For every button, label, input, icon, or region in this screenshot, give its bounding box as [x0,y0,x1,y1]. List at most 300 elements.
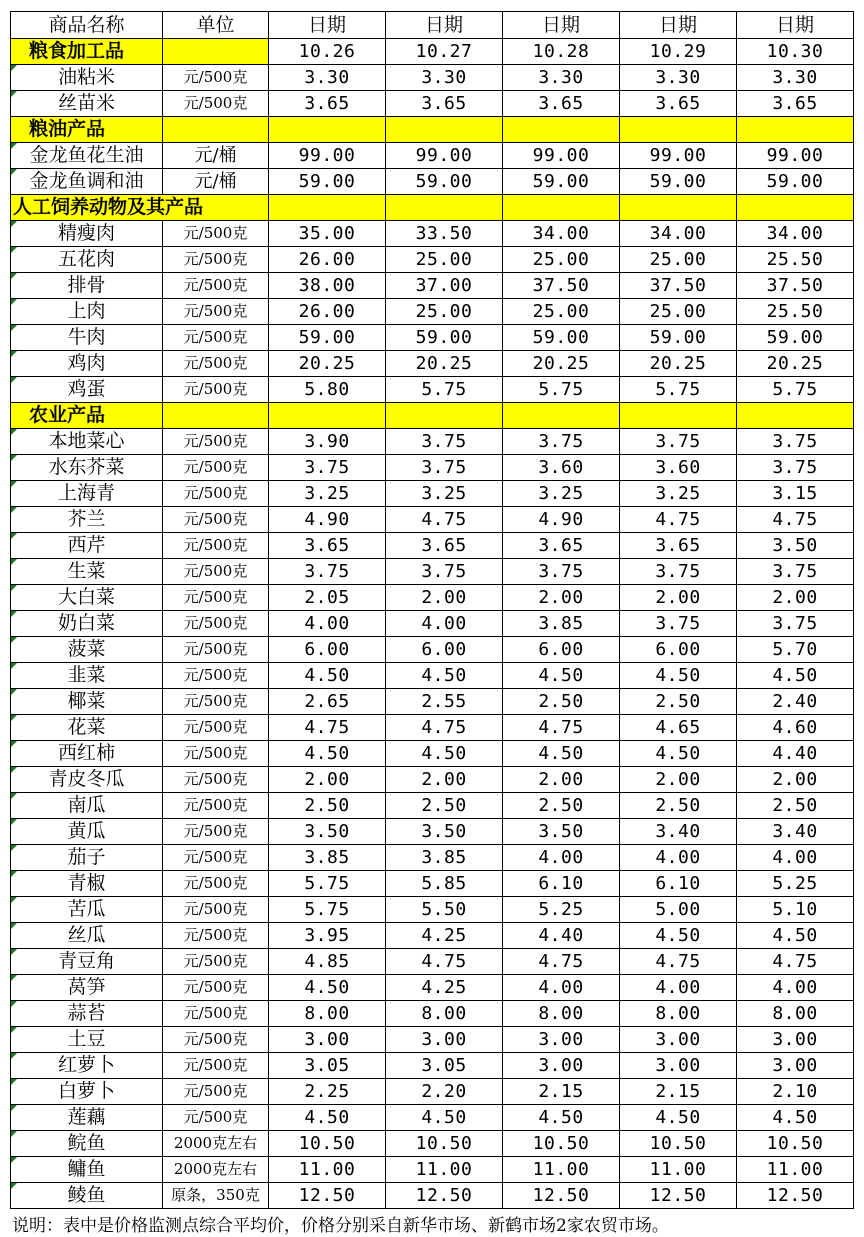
price-cell: 8.00 [269,1001,386,1027]
price-cell: 3.05 [269,1053,386,1079]
item-unit: 元/500克 [163,923,269,949]
item-name [11,1001,163,1027]
category-date [620,117,737,143]
table-row [11,325,854,351]
price-cell: 3.65 [620,533,737,559]
price-cell: 2.25 [269,1079,386,1105]
price-cell: 3.60 [620,455,737,481]
cell-indicator-icon [11,1183,17,1189]
table-row [11,429,854,455]
cell-indicator-icon [11,1105,17,1111]
price-cell: 5.75 [269,871,386,897]
item-name-text: 鸡肉 [67,352,106,374]
price-cell: 25.50 [737,299,854,325]
category-date [386,403,503,429]
header-row [11,12,854,39]
table-row [11,351,854,377]
item-name-text: 青皮冬瓜 [48,768,125,790]
cell-indicator-icon [11,1027,17,1033]
price-cell: 59.00 [503,325,620,351]
price-cell: 4.50 [503,663,620,689]
price-cell: 3.00 [269,1027,386,1053]
cell-indicator-icon [11,897,17,903]
item-name [11,585,163,611]
table-row [11,1157,854,1183]
item-name [11,1027,163,1053]
price-cell: 3.50 [737,533,854,559]
table-row [11,247,854,273]
price-cell: 5.25 [737,871,854,897]
price-cell: 5.75 [737,377,854,403]
price-cell: 3.75 [737,429,854,455]
price-cell: 37.00 [386,273,503,299]
price-cell: 2.50 [620,689,737,715]
price-cell: 3.75 [269,455,386,481]
price-cell: 99.00 [503,143,620,169]
cell-indicator-icon [11,1053,17,1059]
price-cell: 99.00 [620,143,737,169]
price-cell: 6.10 [503,871,620,897]
price-cell: 3.50 [503,819,620,845]
category-name: 人工饲养动物及其产品 [11,195,269,221]
price-cell: 4.50 [737,1105,854,1131]
cell-indicator-icon [11,325,17,331]
cell-indicator-icon [11,65,17,71]
price-cell: 20.25 [386,351,503,377]
price-cell: 59.00 [269,169,386,195]
price-cell: 3.65 [620,91,737,117]
item-name-text: 金龙鱼调和油 [29,170,144,192]
price-cell: 3.75 [620,559,737,585]
item-name [11,663,163,689]
item-name-text: 椰菜 [67,690,106,712]
item-name [11,143,163,169]
item-unit: 元/500克 [163,221,269,247]
item-name-text: 青豆角 [57,950,115,972]
item-name-text: 苦瓜 [67,898,106,920]
item-unit: 元/500克 [163,247,269,273]
category-date [503,117,620,143]
cell-indicator-icon [11,481,17,487]
price-cell: 5.25 [503,897,620,923]
price-cell: 12.50 [737,1183,854,1209]
price-cell: 20.25 [269,351,386,377]
table-row [11,1053,854,1079]
price-cell: 3.00 [620,1053,737,1079]
item-name-text: 西红柿 [57,742,115,764]
item-unit: 元/500克 [163,637,269,663]
price-cell: 4.50 [386,663,503,689]
item-unit: 元/500克 [163,351,269,377]
category-unit-cell [163,403,269,429]
price-cell: 3.75 [737,611,854,637]
header-date: 日期 [269,12,386,39]
item-name [11,351,163,377]
item-name [11,455,163,481]
price-cell: 6.00 [620,637,737,663]
cell-indicator-icon [11,559,17,565]
price-cell: 3.65 [737,91,854,117]
cell-indicator-icon [11,845,17,851]
table-row [11,559,854,585]
cell-indicator-icon [11,715,17,721]
item-unit: 元/500克 [163,871,269,897]
item-unit: 元/500克 [163,533,269,559]
price-cell: 37.50 [620,273,737,299]
header-name: 商品名称 [11,12,163,39]
item-name [11,1105,163,1131]
price-cell: 3.65 [386,91,503,117]
price-cell: 25.00 [386,247,503,273]
price-cell: 4.50 [386,741,503,767]
cell-indicator-icon [11,819,17,825]
cell-indicator-icon [11,611,17,617]
price-cell: 25.00 [503,247,620,273]
cell-indicator-icon [11,299,17,305]
category-name: 农业产品 [11,403,163,429]
category-date [386,195,503,221]
price-cell: 2.50 [503,689,620,715]
cell-indicator-icon [11,455,17,461]
item-unit: 2000克左右 [163,1157,269,1183]
item-unit: 元/500克 [163,1001,269,1027]
price-cell: 4.00 [503,975,620,1001]
price-cell: 11.00 [269,1157,386,1183]
price-cell: 20.25 [620,351,737,377]
item-unit: 元/500克 [163,273,269,299]
table-row [11,533,854,559]
item-unit: 元/500克 [163,507,269,533]
item-name [11,611,163,637]
price-cell: 2.10 [737,1079,854,1105]
price-cell: 4.00 [503,845,620,871]
item-name [11,715,163,741]
price-cell: 4.50 [269,1105,386,1131]
price-cell: 4.75 [620,949,737,975]
item-name-text: 丝瓜 [67,924,106,946]
price-cell: 5.75 [503,377,620,403]
table-row [11,741,854,767]
cell-indicator-icon [11,507,17,513]
table-row [11,1131,854,1157]
footnote: 说明：表中是价格监测点综合平均价，价格分别采自新华市场、新鹤市场2家农贸市场。 [12,1216,669,1236]
price-cell: 4.00 [620,845,737,871]
table-row [11,1079,854,1105]
price-cell: 3.75 [386,559,503,585]
price-cell: 4.50 [620,741,737,767]
price-cell: 3.30 [620,65,737,91]
table-row [11,793,854,819]
price-table [10,11,854,1209]
price-cell: 3.50 [269,819,386,845]
table-row [11,91,854,117]
item-name-text: 莴笋 [67,976,106,998]
price-cell: 3.85 [503,611,620,637]
item-name [11,767,163,793]
item-name [11,949,163,975]
price-cell: 2.50 [620,793,737,819]
table-row [11,1027,854,1053]
price-cell: 3.30 [737,65,854,91]
price-cell: 3.75 [620,611,737,637]
category-date: 10.29 [620,39,737,65]
table-row [11,923,854,949]
price-cell: 4.75 [386,715,503,741]
price-cell: 2.00 [737,767,854,793]
header-date: 日期 [503,12,620,39]
item-name-text: 牛肉 [67,326,106,348]
category-date: 10.27 [386,39,503,65]
item-name [11,559,163,585]
price-cell: 4.75 [620,507,737,533]
price-cell: 4.50 [620,663,737,689]
price-cell: 3.75 [386,455,503,481]
item-unit: 元/桶 [163,143,269,169]
price-cell: 34.00 [620,221,737,247]
price-cell: 3.50 [386,819,503,845]
item-name-text: 青椒 [67,872,106,894]
category-date [737,195,854,221]
item-name-text: 鲩鱼 [67,1132,106,1154]
table-row [11,663,854,689]
price-cell: 12.50 [620,1183,737,1209]
price-cell: 4.60 [737,715,854,741]
cell-indicator-icon [11,247,17,253]
price-cell: 25.00 [503,299,620,325]
cell-indicator-icon [11,351,17,357]
price-cell: 4.40 [503,923,620,949]
category-row [11,39,854,65]
price-cell: 10.50 [503,1131,620,1157]
price-cell: 4.75 [737,507,854,533]
item-name [11,299,163,325]
item-name-text: 大白菜 [57,586,115,608]
cell-indicator-icon [11,91,17,97]
item-name [11,897,163,923]
price-cell: 4.25 [386,975,503,1001]
price-cell: 6.10 [620,871,737,897]
price-cell: 12.50 [269,1183,386,1209]
item-name [11,1183,163,1209]
item-unit: 元/500克 [163,1079,269,1105]
cell-indicator-icon [11,637,17,643]
price-cell: 4.50 [269,663,386,689]
item-unit: 元/500克 [163,1027,269,1053]
cell-indicator-icon [11,377,17,383]
item-name-text: 黄瓜 [67,820,106,842]
item-name-text: 上肉 [67,300,106,322]
item-name [11,481,163,507]
category-date [269,117,386,143]
category-row [11,403,854,429]
price-cell: 25.00 [620,299,737,325]
price-cell: 3.85 [269,845,386,871]
item-name-text: 油粘米 [57,66,115,88]
item-name-text: 红萝卜 [57,1054,115,1076]
price-cell: 3.00 [737,1053,854,1079]
price-cell: 2.50 [386,793,503,819]
price-cell: 2.00 [503,767,620,793]
cell-indicator-icon [11,741,17,747]
item-name [11,325,163,351]
price-cell: 2.55 [386,689,503,715]
price-cell: 4.85 [269,949,386,975]
item-name-text: 莲藕 [67,1106,106,1128]
category-date [620,403,737,429]
category-date: 10.30 [737,39,854,65]
table-row [11,1105,854,1131]
cell-indicator-icon [11,1001,17,1007]
cell-indicator-icon [11,429,17,435]
cell-indicator-icon [11,273,17,279]
price-cell: 26.00 [269,247,386,273]
item-name [11,247,163,273]
price-cell: 4.75 [386,507,503,533]
item-name [11,1131,163,1157]
category-row [11,117,854,143]
price-cell: 5.80 [269,377,386,403]
price-cell: 11.00 [620,1157,737,1183]
cell-indicator-icon [11,871,17,877]
price-cell: 3.05 [386,1053,503,1079]
price-cell: 4.00 [386,611,503,637]
price-cell: 4.75 [386,949,503,975]
item-name-text: 上海青 [57,482,115,504]
table-row [11,169,854,195]
category-date [620,195,737,221]
price-cell: 4.00 [620,975,737,1001]
item-name [11,975,163,1001]
item-name [11,1157,163,1183]
item-name [11,507,163,533]
price-cell: 2.05 [269,585,386,611]
price-cell: 3.25 [620,481,737,507]
item-name-text: 奶白菜 [57,612,115,634]
table-row [11,65,854,91]
category-date: 10.28 [503,39,620,65]
price-cell: 26.00 [269,299,386,325]
item-name [11,819,163,845]
item-name-text: 五花肉 [57,248,115,270]
price-cell: 8.00 [386,1001,503,1027]
item-name [11,533,163,559]
price-cell: 2.65 [269,689,386,715]
price-cell: 3.85 [386,845,503,871]
price-cell: 99.00 [386,143,503,169]
item-unit: 元/500克 [163,455,269,481]
item-name-text: 土豆 [67,1028,106,1050]
price-cell: 2.40 [737,689,854,715]
price-cell: 4.00 [737,975,854,1001]
cell-indicator-icon [11,533,17,539]
price-cell: 4.25 [386,923,503,949]
price-cell: 8.00 [620,1001,737,1027]
price-cell: 3.30 [386,65,503,91]
price-cell: 2.50 [269,793,386,819]
price-cell: 3.25 [503,481,620,507]
table-row [11,715,854,741]
price-cell: 3.75 [503,429,620,455]
price-cell: 4.50 [503,1105,620,1131]
category-date [386,117,503,143]
price-cell: 59.00 [620,325,737,351]
price-cell: 20.25 [737,351,854,377]
header-date: 日期 [737,12,854,39]
price-cell: 4.75 [503,715,620,741]
table-row [11,377,854,403]
price-cell: 4.50 [269,741,386,767]
item-name [11,377,163,403]
price-cell: 3.65 [503,91,620,117]
category-row [11,195,854,221]
price-cell: 59.00 [737,169,854,195]
item-unit: 元/500克 [163,663,269,689]
table-row [11,273,854,299]
price-cell: 59.00 [386,169,503,195]
price-cell: 3.65 [269,91,386,117]
table-row [11,949,854,975]
table-row [11,1183,854,1209]
price-cell: 3.75 [620,429,737,455]
price-cell: 12.50 [503,1183,620,1209]
item-name [11,169,163,195]
item-unit: 元/500克 [163,65,269,91]
item-unit: 元/500克 [163,897,269,923]
header-date: 日期 [620,12,737,39]
category-date: 10.26 [269,39,386,65]
price-cell: 3.00 [620,1027,737,1053]
item-name-text: 花菜 [67,716,106,738]
price-cell: 3.95 [269,923,386,949]
cell-indicator-icon [11,1131,17,1137]
price-cell: 4.90 [503,507,620,533]
category-date [503,403,620,429]
cell-indicator-icon [11,221,17,227]
item-unit: 元/500克 [163,741,269,767]
table-row [11,897,854,923]
price-cell: 5.85 [386,871,503,897]
item-unit: 2000克左右 [163,1131,269,1157]
price-cell: 4.00 [737,845,854,871]
cell-indicator-icon [11,169,17,175]
price-cell: 10.50 [269,1131,386,1157]
cell-indicator-icon [11,689,17,695]
item-name [11,65,163,91]
price-cell: 6.00 [503,637,620,663]
price-cell: 3.40 [737,819,854,845]
price-cell: 3.75 [386,429,503,455]
price-cell: 59.00 [503,169,620,195]
item-name [11,637,163,663]
item-name-text: 金龙鱼花生油 [29,144,144,166]
header-date: 日期 [386,12,503,39]
price-cell: 3.65 [503,533,620,559]
price-cell: 3.75 [737,559,854,585]
cell-indicator-icon [11,143,17,149]
price-cell: 5.75 [386,377,503,403]
price-cell: 59.00 [620,169,737,195]
category-name: 粮油产品 [11,117,163,143]
item-unit: 元/500克 [163,767,269,793]
price-cell: 3.15 [737,481,854,507]
item-name [11,273,163,299]
item-unit: 元/500克 [163,429,269,455]
price-cell: 2.00 [620,585,737,611]
price-cell: 3.00 [386,1027,503,1053]
price-cell: 38.00 [269,273,386,299]
item-name [11,923,163,949]
price-cell: 4.40 [737,741,854,767]
